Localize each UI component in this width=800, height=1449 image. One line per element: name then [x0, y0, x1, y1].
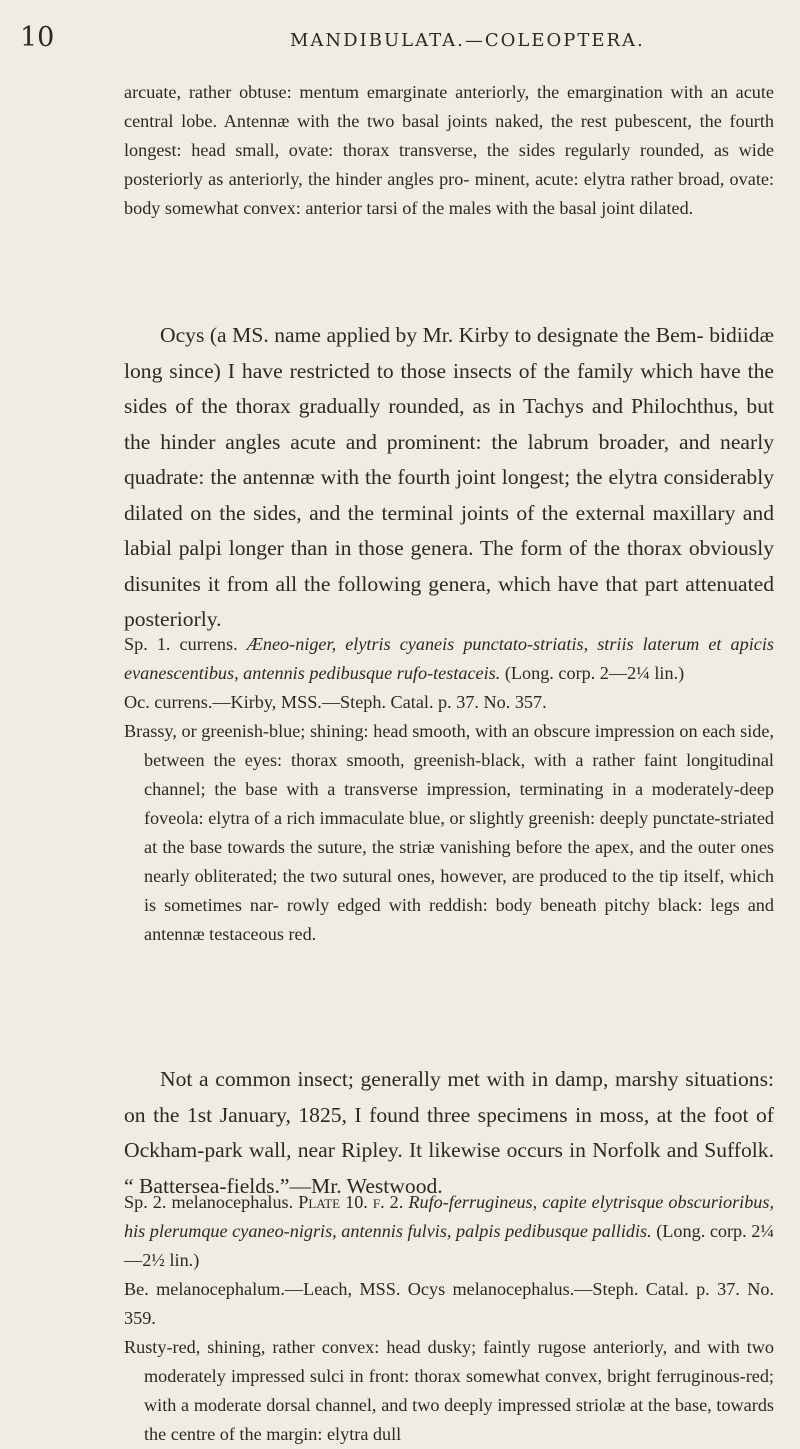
- page-header: [20, 22, 780, 52]
- species-2-synonymy: Be. melanocephalum.—Leach, MSS. Ocys melanocephalus.—Steph. Catal. p. 37. No. 359.: [124, 1279, 774, 1328]
- species-1-diagnosis: [124, 630, 774, 688]
- species-2-size: (Long. corp. 2¼—2½ lin.): [124, 1221, 775, 1270]
- species-2-latin: Rufo-ferrugineus, capite elytrisque obscurioribus, his plerumque cyaneo-nigris, antennis fulvis, palpis pedibusque pallidis.: [124, 1192, 775, 1241]
- species-2-label: Sp. 2. melanocephalus.: [124, 1192, 294, 1212]
- species-1: [124, 630, 774, 949]
- species-1-label: Sp. 1. currens.: [124, 634, 238, 654]
- genus-description: [124, 78, 774, 223]
- species-1-size: (Long. corp. 2—2¼ lin.): [504, 663, 685, 683]
- species-2: [124, 1188, 774, 1449]
- species-1-latin: Æneo-niger, elytris cyaneis punctato-striatis, striis laterum et apicis evanescentibus, antennis pedibusque rufo-testaceis.: [124, 634, 774, 683]
- running-head: MANDIBULATA.—COLEOPTERA.: [290, 30, 645, 51]
- species-1-habitat: Not a common insect; generally met with in damp, marshy situations: on the 1st January, 1825, I found three specimens in moss, at the foot of Ockham-park wall, near Ripley. It likewise occurs in Norfolk and Suffolk. “ Battersea-fields.”—Mr. Westwood.: [124, 1067, 774, 1198]
- species-2-plate: Plate 10. f. 2.: [298, 1192, 404, 1212]
- genus-remarks: [124, 318, 774, 638]
- species-1-synonymy: Oc. currens.—Kirby, MSS.—Steph. Catal. p. 37. No. 357.: [124, 692, 547, 712]
- species-2-description: Rusty-red, shining, rather convex: head dusky; faintly rugose anteriorly, and with two moderately impressed sulci in front: thorax somewhat convex, bright ferruginous-red; with a moderate dorsal channel, and two deeply impressed striolæ at the base, towards the centre of the margin: elytra dull: [124, 1337, 774, 1444]
- page-number: 10: [20, 22, 55, 53]
- species-1-description: Brassy, or greenish-blue; shining: head smooth, with an obscure impression on each side, between the eyes: thorax smooth, greenish-black, with a rather faint longitudinal channel; the base with a transverse impression, terminating in a moderately-deep foveola: elytra of a rich immaculate blue, or slightly greenish: deeply punctate-striated at the base towards the suture, the striæ vanishing before the apex, and the outer ones nearly obliterated; the two sutural ones, however, are produced to the tip itself, which is sometimes nar- rowly edged with reddish: body beneath pitchy black: legs and antennæ testaceous red.: [124, 721, 774, 944]
- species-2-diagnosis: [124, 1188, 774, 1275]
- ocys-remarks: Ocys (a MS. name applied by Mr. Kirby to designate the Bem- bidiidæ long since) I have restricted to those insects of the family which have the sides of the thorax gradually rounded, as in Tachys and Philochthus, but the hinder angles acute and prominent: the labrum broader, and nearly quadrate: the antennæ with the fourth joint longest; the elytra considerably dilated on the sides, and the terminal joints of the external maxillary and labial palpi longer than in those genera. The form of the thorax obviously disunites it from all the following genera, which have that part attenuated posteriorly.: [124, 323, 774, 631]
- species-1-note: [124, 1062, 774, 1204]
- genus-characters: arcuate, rather obtuse: mentum emarginate anteriorly, the emargination with an acute central lobe. Antennæ with the two basal joints naked, the rest pubescent, the fourth longest: head small, ovate: thorax transverse, the sides regularly rounded, as wide posteriorly as anteriorly, the hinder angles pro- minent, acute: elytra rather broad, ovate: body somewhat convex: anterior tarsi of the males with the basal joint dilated.: [124, 82, 774, 218]
